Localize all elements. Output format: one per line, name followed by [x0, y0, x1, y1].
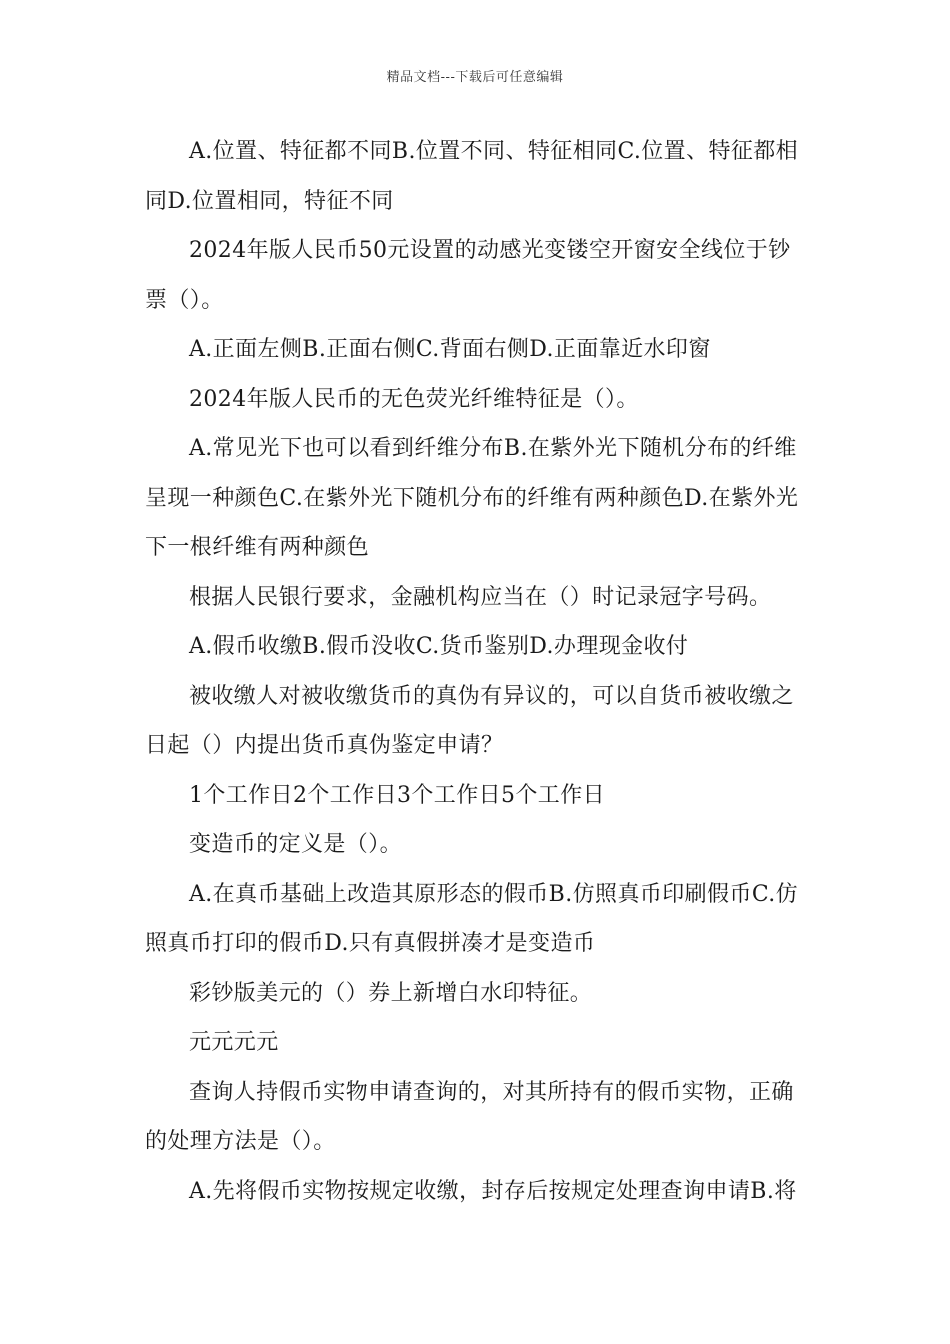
question-options: A.先将假币实物按规定收缴，封存后按规定处理查询申请B.将 [189, 1178, 797, 1204]
question-text: 彩钞版美元的（）券上新增白水印特征。 [189, 980, 593, 1006]
document-body [145, 127, 810, 1216]
question-options: 1个工作日2个工作日3个工作日5个工作日 [189, 782, 605, 808]
question-text: 2024年版人民币的无色荧光纤维特征是（）。 [189, 386, 639, 412]
page-header: 精品文档---下载后可任意编辑 [386, 70, 564, 85]
question-text: 查询人持假币实物申请查询的，对其所持有的假币实物，正确的处理方法是（）。 [145, 1079, 794, 1154]
question-text: 被收缴人对被收缴货币的真伪有异议的，可以自货币被收缴之日起（）内提出货币真伪鉴定申请？ [145, 683, 794, 758]
question-options: A.在真币基础上改造其原形态的假币B.仿照真币印刷假币C.仿照真币打印的假币D.只有真假拼凑才是变造币 [145, 881, 799, 956]
question-options: A.常见光下也可以看到纤维分布B.在紫外光下随机分布的纤维呈现一种颜色C.在紫外光下随机分布的纤维有两种颜色D.在紫外光下一根纤维有两种颜色 [145, 436, 799, 560]
question-options: 元元元元 [189, 1030, 279, 1055]
question-options: A.正面左侧B.正面右侧C.背面右侧D.正面靠近水印窗 [189, 337, 711, 362]
question-text: 根据人民银行要求，金融机构应当在（）时记录冠字号码。 [189, 584, 772, 610]
question-options: A.假币收缴B.假币没收C.货币鉴别D.办理现金收付 [189, 634, 689, 659]
question-options: A.位置、特征都不同B.位置不同、特征相同C.位置、特征都相同D.位置相同，特征不同 [145, 139, 799, 214]
question-text: 变造币的定义是（）。 [189, 832, 403, 857]
question-text: 2024年版人民币50元设置的动感光变镂空开窗安全线位于钞票（）。 [145, 238, 791, 313]
